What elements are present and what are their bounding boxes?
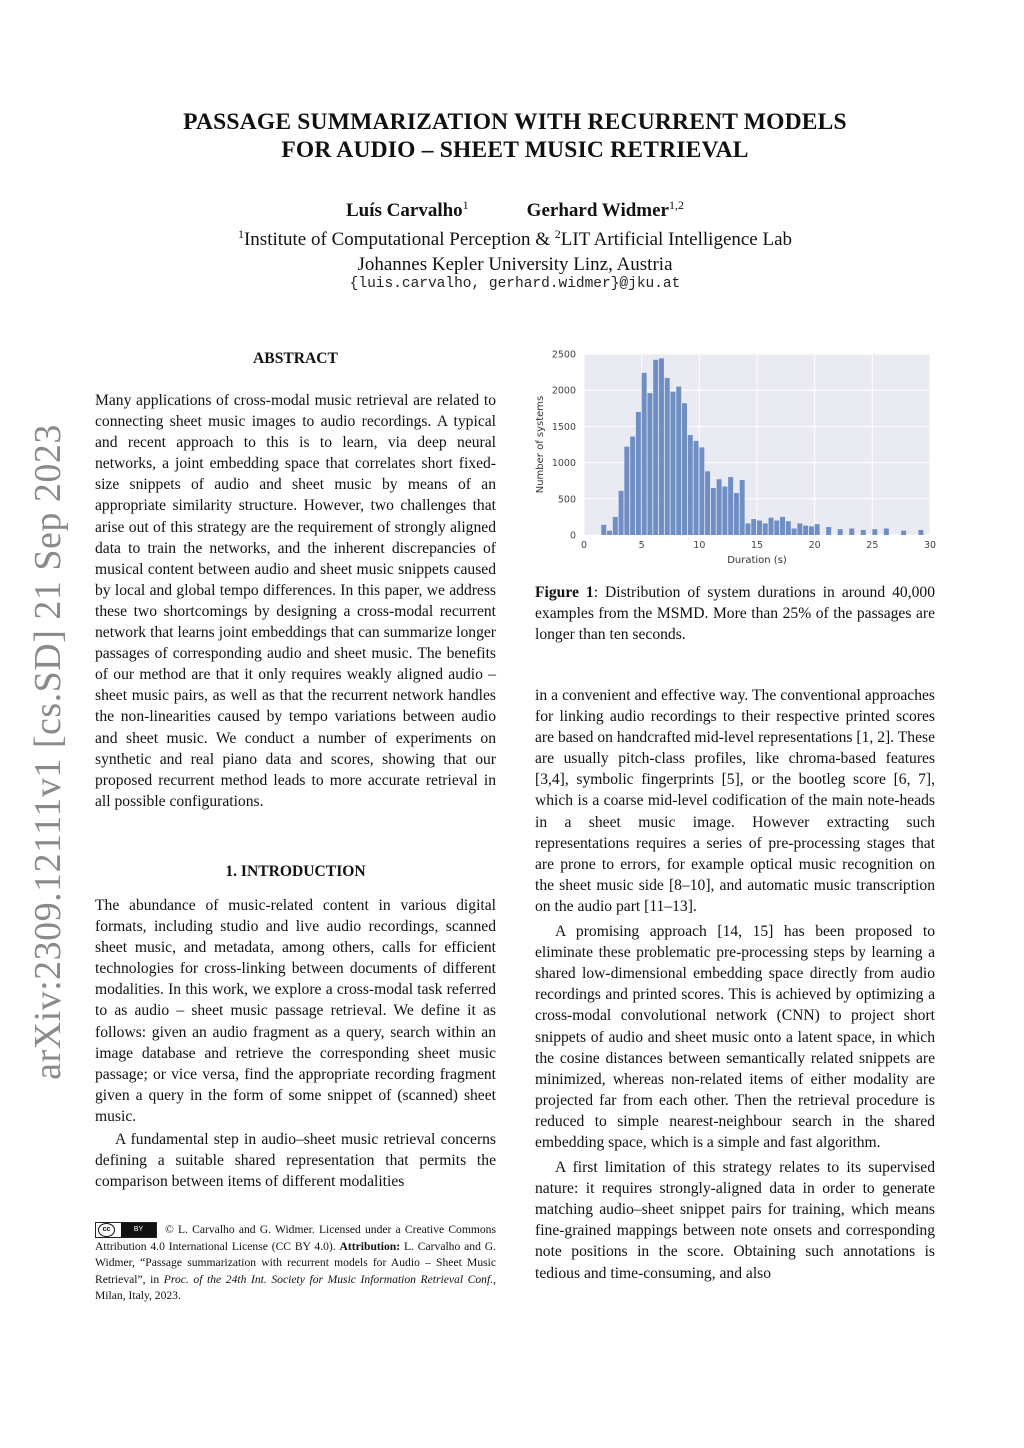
histogram-bar bbox=[694, 441, 699, 535]
footnote-text-2: L. Carvalho and G. Widmer, “Passage summarization with recurrent models for Audio – Sheet Music Retrieval”, in bbox=[95, 1239, 496, 1286]
histogram-bar bbox=[642, 373, 647, 535]
paper-title bbox=[120, 108, 910, 164]
histogram-bar bbox=[751, 519, 756, 535]
y-tick-label: 1000 bbox=[551, 458, 576, 470]
abstract-text bbox=[95, 390, 496, 812]
x-tick-label: 20 bbox=[808, 540, 821, 551]
histogram-bar bbox=[763, 523, 768, 535]
intro-paragraph-1: The abundance of music-related content in various digital formats, including studio and live audio recordings, scanned sheet music, and metadata, among others, calls for efficient technologies for cross-linking between documents of different modalities. In this work, we explore a cross-modal task referred to as audio – sheet music passage retrieval. We define it as follows: given an audio fragment as a query, search within an image database and retrieve the corresponding sheet music passage; or vice versa, find the appropriate recording fragment given a query in the form of some snippet of (scanned) sheet music. bbox=[95, 897, 496, 1125]
histogram-bar bbox=[734, 493, 739, 535]
histogram-bar bbox=[861, 530, 866, 535]
arxiv-identifier-text: arXiv:2309.12111v1 [cs.SD] 21 Sep 2023 bbox=[27, 424, 70, 1080]
affil-inst-2: LIT Artificial Intelligence Lab bbox=[560, 229, 793, 250]
cc-by-license-icon bbox=[95, 1222, 157, 1238]
histogram-bar bbox=[769, 518, 774, 535]
duration-histogram bbox=[532, 340, 942, 572]
histogram-bar bbox=[722, 486, 727, 535]
histogram-bar bbox=[630, 437, 635, 535]
y-tick-labels bbox=[552, 350, 576, 542]
histogram-bar bbox=[636, 412, 641, 535]
histogram-bar bbox=[901, 531, 906, 535]
author-2 bbox=[527, 200, 684, 221]
caption-text: : Distribution of system durations in around 40,000 examples from the MSMD. More than 25% of the passages are longer than ten seconds. bbox=[535, 584, 935, 643]
affiliation-line-2: Johannes Kepler University Linz, Austria bbox=[357, 254, 673, 275]
cc-badge-label: cc bbox=[98, 1223, 115, 1237]
introduction-heading: 1. INTRODUCTION bbox=[225, 863, 366, 880]
y-tick-label: 2000 bbox=[551, 385, 576, 397]
introduction-left-column bbox=[95, 895, 496, 1192]
footnote-attribution-label: Attribution: bbox=[339, 1239, 401, 1253]
histogram-bar bbox=[647, 393, 652, 535]
x-tick-label: 10 bbox=[693, 540, 706, 551]
histogram-bar bbox=[884, 528, 889, 535]
x-tick-label: 0 bbox=[580, 540, 588, 551]
histogram-bar bbox=[705, 471, 710, 535]
footnote-text-1: © L. Carvalho and G. Widmer. Licensed under a Creative Commons Attribution 4.0 International License (CC BY 4.0). bbox=[95, 1223, 496, 1253]
affil-sup-1: 1 bbox=[237, 227, 244, 241]
author-list bbox=[120, 198, 910, 222]
x-tick-label: 30 bbox=[923, 540, 937, 551]
caption-label: Figure 1 bbox=[535, 584, 594, 601]
affil-inst-1: Institute of Computational Perception & bbox=[243, 229, 555, 250]
y-tick-label: 500 bbox=[557, 494, 576, 506]
introduction-right-column bbox=[535, 685, 935, 1284]
affiliation-line-1 bbox=[120, 222, 910, 252]
x-tick-label: 15 bbox=[750, 540, 764, 551]
histogram-bar bbox=[676, 387, 681, 535]
affiliation bbox=[120, 222, 910, 277]
histogram-bar bbox=[601, 525, 606, 535]
histogram-bar bbox=[740, 480, 745, 535]
author-2-sup: 1,2 bbox=[669, 198, 684, 212]
license-footnote bbox=[95, 1222, 496, 1305]
histogram-svg bbox=[532, 340, 942, 572]
histogram-bar bbox=[699, 447, 704, 535]
histogram-bar bbox=[815, 524, 820, 535]
histogram-bar bbox=[809, 526, 814, 535]
author-1 bbox=[346, 198, 469, 222]
histogram-bar bbox=[728, 477, 733, 535]
footnote-venue: Proc. of the 24th Int. Society for Music Information Retrieval Conf., bbox=[163, 1272, 496, 1286]
footnote-text-3: Milan, Italy, 2023. bbox=[95, 1289, 181, 1302]
author-email: {luis.carvalho, gerhard.widmer}@jku.at bbox=[349, 276, 681, 292]
histogram-bar bbox=[803, 526, 808, 535]
histogram-bar bbox=[797, 523, 802, 535]
histogram-bar bbox=[711, 488, 716, 535]
y-tick-label: 1500 bbox=[551, 421, 576, 433]
histogram-bar bbox=[619, 491, 624, 535]
author-1-sup: 1 bbox=[462, 198, 469, 212]
arxiv-identifier bbox=[24, 424, 72, 1080]
title-line-1: PASSAGE SUMMARIZATION WITH RECURRENT MODELS bbox=[183, 109, 847, 135]
histogram-bar bbox=[774, 521, 779, 535]
abstract-heading: ABSTRACT bbox=[253, 350, 338, 367]
histogram-bar bbox=[717, 479, 722, 535]
histogram-bar bbox=[671, 392, 676, 535]
intro-paragraph-4: A first limitation of this strategy relates to its supervised nature: it requires strongly-aligned data in order to generate matching audio–sheet snippet pairs for training, which means fine-grained mappings between note onsets and corresponding note positions in the score. Obtaining such annotations is tedious and time-consuming, and also bbox=[535, 1159, 935, 1282]
histogram-bar bbox=[918, 530, 923, 535]
intro-paragraph-2-continued: in a convenient and effective way. The conventional approaches for linking audio recordings to their respective printed scores are based on handcrafted mid-level representations [1, 2]. These are usually pitch-class profiles, like chroma-based features [3,4], symbolic fingerprints [5], or the bootleg score [6, 7], which is a coarse mid-level codification of the main note-heads in a sheet music image. However extracting such representations requires a series of pre-processing stages that are prone to errors, for example optical music recognition on the sheet music side [8–10], and automatic music transcription on the audio part [11–13]. bbox=[535, 687, 935, 915]
y-tick-label: 0 bbox=[569, 530, 576, 542]
intro-paragraph-3: A promising approach [14, 15] has been proposed to eliminate these problematic pre-processing steps by learning a shared low-dimensional embedding space directly from audio recordings and printed scores. This is achieved by optimizing a cross-modal convolutional network (CNN) to project short snippets of audio and sheet music onto a latent space, in which the cosine distances between semantically related snippets are minimized, whereas non-related items of either modality are projected far from each other. Then the retrieval procedure is reduced to simple nearest-neighbour search in the shared embedding space, which is a simple and fast algorithm. bbox=[535, 923, 935, 1151]
histogram-bar bbox=[849, 528, 854, 535]
histogram-bar bbox=[682, 403, 687, 535]
author-1-name: Luís Carvalho bbox=[346, 200, 463, 221]
histogram-bar bbox=[780, 517, 785, 535]
title-line-2: FOR AUDIO – SHEET MUSIC RETRIEVAL bbox=[281, 137, 749, 163]
histogram-bar bbox=[872, 529, 877, 535]
histogram-bar bbox=[659, 358, 664, 535]
by-badge-label: BY bbox=[121, 1223, 156, 1237]
x-tick-label: 25 bbox=[866, 540, 879, 551]
figure-caption bbox=[535, 582, 935, 645]
histogram-bar bbox=[838, 529, 843, 535]
affil-sup-2: 2 bbox=[554, 227, 561, 241]
histogram-bar bbox=[745, 523, 750, 535]
histogram-bar bbox=[786, 521, 791, 535]
histogram-bar bbox=[653, 360, 658, 535]
histogram-bar bbox=[826, 527, 831, 535]
abstract-paragraph: Many applications of cross-modal music retrieval are related to connecting sheet music images to audio recordings. A typical and recent approach to this is to learn, via deep neural networks, a joint embedding space that correlates short fixed-size snippets of audio and sheet music by means of an appropriate similarity structure. However, two challenges that arise out of this strategy are the requirement of strongly aligned data to train the networks, and the inherent discrepancies of musical content between audio and sheet music snippets caused by local and global tempo differences. In this paper, we address these two shortcomings by designing a cross-modal recurrent network that learns joint embeddings that can summarize longer passages of corresponding audio and sheet music. The benefits of our method are that it only requires weakly aligned audio – sheet music pairs, as well as that the recurrent network handles the non-linearities caused by tempo variations between audio and sheet music. We conduct a number of experiments on synthetic and real piano data and scores, showing that our proposed recurrent method leads to more accurate retrieval in all possible configurations. bbox=[95, 392, 496, 810]
intro-paragraph-2: A fundamental step in audio–sheet music retrieval concerns defining a suitable shared representation that permits the comparison between items of different modalities bbox=[95, 1131, 496, 1191]
histogram-bar bbox=[607, 531, 612, 535]
histogram-bar bbox=[624, 447, 629, 535]
histogram-bar bbox=[688, 435, 693, 535]
histogram-bar bbox=[613, 517, 618, 535]
histogram-bar bbox=[792, 528, 797, 535]
histogram-bar bbox=[665, 378, 670, 535]
author-2-name: Gerhard Widmer bbox=[526, 200, 669, 221]
x-tick-labels bbox=[581, 540, 936, 551]
y-tick-label: 2500 bbox=[551, 349, 576, 361]
y-axis-label: Number of systems bbox=[535, 395, 546, 494]
x-axis-label: Duration (s) bbox=[727, 555, 787, 566]
histogram-bar bbox=[757, 521, 762, 535]
x-tick-label: 5 bbox=[638, 540, 645, 551]
